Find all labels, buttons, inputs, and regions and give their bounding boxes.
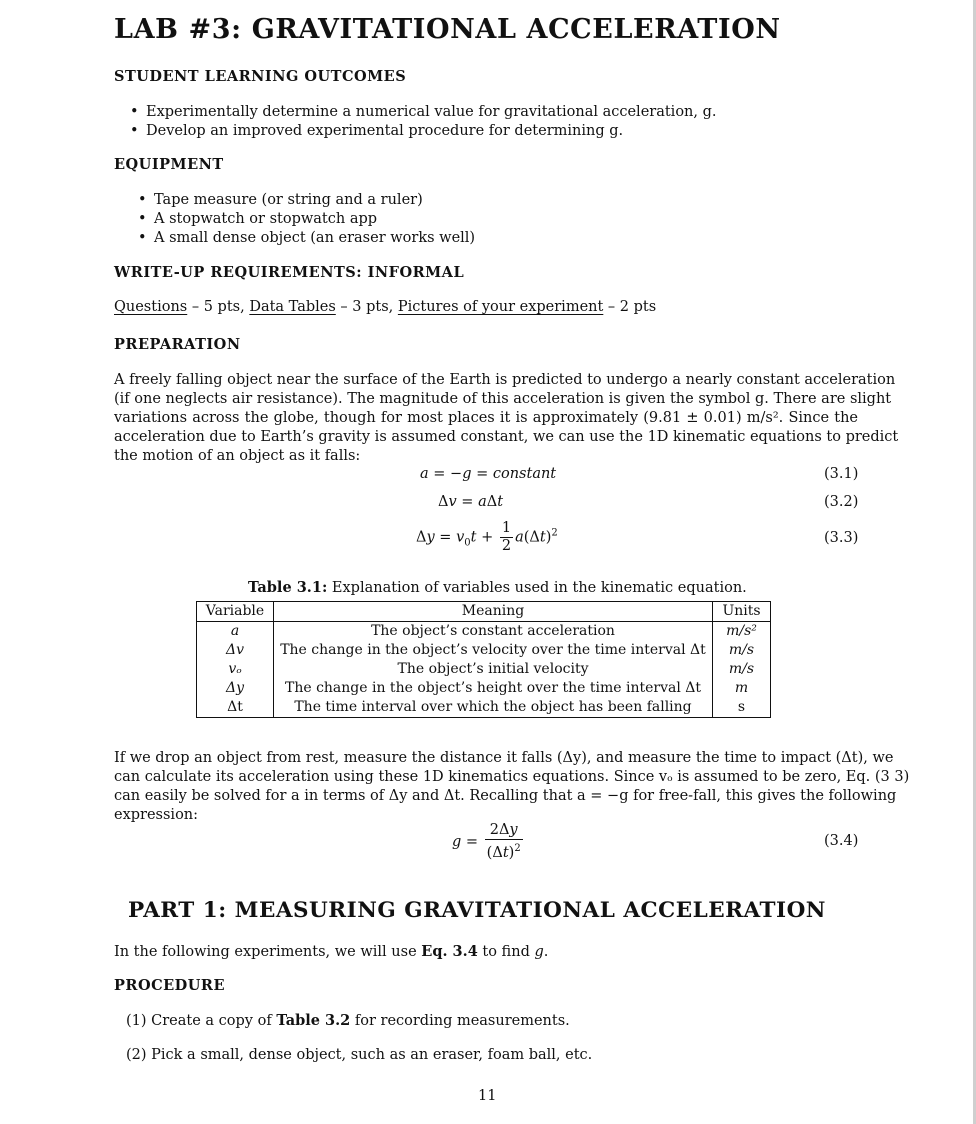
- part1-heading: PART 1: MEASURING GRAVITATIONAL ACCELERATION: [128, 898, 826, 923]
- equation-3-3: $\Delta y = v_0t$ + $\frac{1}{2}$ $a(\Delta t)^2$: [416, 520, 558, 554]
- equation-number: (3.4): [824, 833, 859, 849]
- equation-3-1: a = −g = constant: [420, 466, 557, 482]
- list-item: • Develop an improved experimental procedure for determining g.: [130, 123, 624, 139]
- pictures-label: Pictures of your experiment: [397, 299, 604, 315]
- list-item: • Experimentally determine a numerical value for gravitational acceleration, g.: [130, 104, 717, 120]
- table-header-row: [197, 602, 771, 622]
- table-row: Δv The change in the object’s velocity over the time interval Δt m/s: [197, 641, 771, 660]
- page-number: 11: [478, 1088, 497, 1104]
- outcomes-list: [130, 103, 717, 141]
- table-row: a The object’s constant acceleration m/s²: [197, 622, 771, 642]
- list-item: • A small dense object (an eraser works well): [138, 230, 476, 246]
- equation-3-4: g = $\frac{2\Delta y}{(\Delta t)^2}$: [452, 822, 521, 861]
- lab-title: LAB #3: GRAVITATIONAL ACCELERATION: [114, 14, 781, 45]
- questions-label: Questions: [114, 299, 188, 315]
- derivation-paragraph: If we drop an object from rest, measure the distance it falls (Δy), and measure the time to impact (Δt), we can calculate its acceleration using these 1D kinematics equations. Since vₒ is assumed to be zero, Eq. (3 3) can easily be solved for a in terms of Δy and Δt. Recalling that a = −g for free-fall, this gives the following expression:: [114, 750, 910, 823]
- preparation-paragraph: A freely falling object near the surface of the Earth is predicted to undergo a nearly constant acceleration (if one neglects air resistance). The magnitude of this acceleration is given the symbol g. There are slight variations across the globe, though for most places it is approximately (9.81 ± 0.01) m/s². Since the acceleration due to Earth’s gravity is assumed constant, we can use the 1D kinematic equations to predict the motion of an object as it falls:: [114, 372, 899, 464]
- procedure-heading: PROCEDURE: [114, 977, 225, 994]
- table-row: Δy The change in the object’s height over the time interval Δt m: [197, 679, 771, 698]
- column-header: Variable: [197, 602, 274, 622]
- table-row: Δt The time interval over which the object has been falling s: [197, 698, 771, 718]
- data-tables-label: Data Tables: [249, 299, 336, 315]
- equipment-heading: EQUIPMENT: [114, 156, 224, 173]
- variables-table: [196, 601, 771, 718]
- outcomes-heading: STUDENT LEARNING OUTCOMES: [114, 68, 407, 85]
- procedure-step-2: (2) Pick a small, dense object, such as an eraser, foam ball, etc.: [126, 1047, 593, 1063]
- table-row: vₒ The object’s initial velocity m/s: [197, 660, 771, 679]
- part1-intro: In the following experiments, we will use Eq. 3.4 to find g.: [114, 943, 549, 960]
- procedure-step-1: (1) Create a copy of Table 3.2 for recording measurements.: [126, 1012, 570, 1029]
- equation-number: (3.3): [824, 530, 859, 546]
- table-caption: Table 3.1: Explanation of variables used in the kinematic equation.: [248, 579, 747, 596]
- writeup-requirements: Questions – 5 pts, Data Tables – 3 pts, Pictures of your experiment – 2 pts: [114, 299, 657, 315]
- equation-3-2: Δv = aΔt: [438, 494, 504, 510]
- equipment-list: [138, 191, 475, 248]
- writeup-heading: WRITE-UP REQUIREMENTS: INFORMAL: [114, 264, 465, 281]
- equation-number: (3.2): [824, 494, 859, 510]
- list-item: • Tape measure (or string and a ruler): [138, 192, 423, 208]
- equation-number: (3.1): [824, 466, 859, 482]
- list-item: • A stopwatch or stopwatch app: [138, 211, 378, 227]
- preparation-heading: PREPARATION: [114, 336, 241, 353]
- column-header: Units: [713, 602, 771, 622]
- column-header: Meaning: [274, 602, 713, 622]
